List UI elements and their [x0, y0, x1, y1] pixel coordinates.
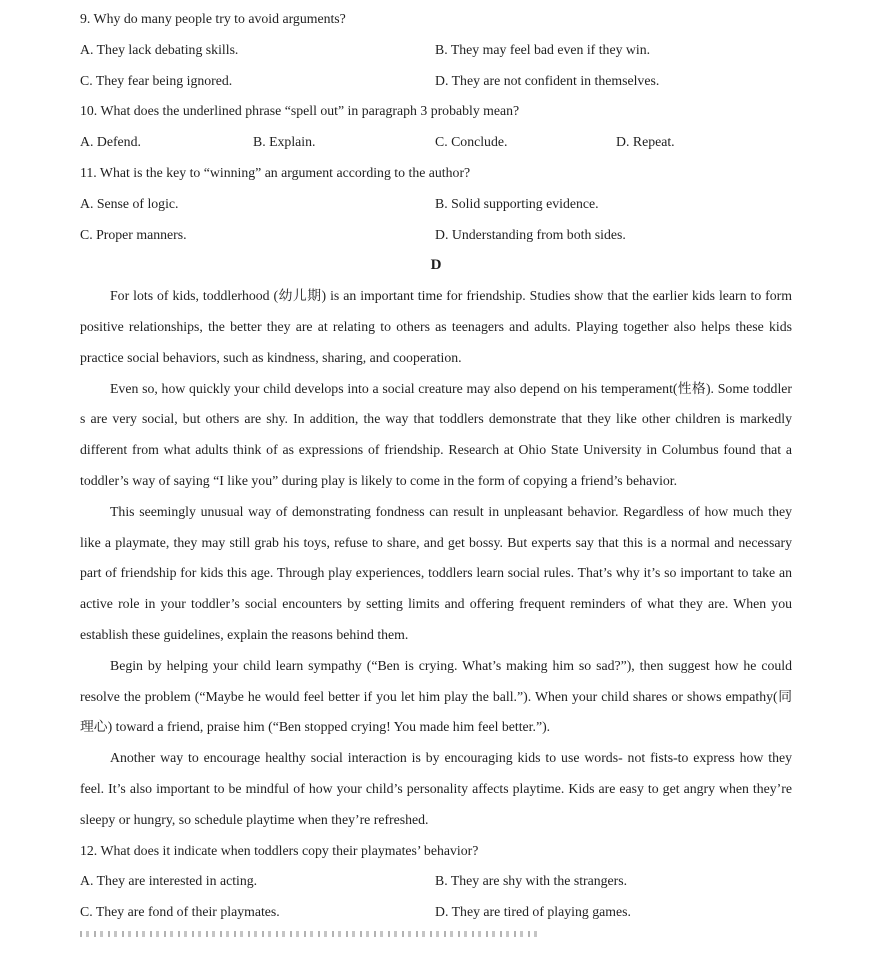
question-9-option-b: B. They may feel bad even if they win. — [435, 41, 651, 57]
question-9-options-row-2 — [80, 66, 792, 97]
question-9-option-c: C. They fear being ignored. — [80, 72, 233, 88]
clipped-next-line — [80, 931, 540, 937]
question-12-options-row-1 — [80, 866, 792, 897]
question-12-stem: 12. What does it indicate when toddlers copy their playmates’ behavior? — [80, 842, 479, 858]
passage-paragraph-1: For lots of kids, toddlerhood (幼儿期) is an important time for friendship. Studies show that the earlier kids learn to form positive relationships, the better they are at relating to others as teenagers and adults. Playing together also helps these kids practice social behaviors, such as kindness, sharing, and cooperation. — [80, 288, 792, 365]
question-9-option-d: D. They are not confident in themselves. — [435, 72, 660, 88]
question-10-option-a: A. Defend. — [80, 134, 141, 150]
reading-passage-d — [80, 281, 792, 835]
question-11-option-d: D. Understanding from both sides. — [435, 226, 626, 242]
question-10-option-c: C. Conclude. — [435, 134, 508, 150]
question-10-option-d: D. Repeat. — [616, 134, 675, 150]
question-9-option-a: A. They lack debating skills. — [80, 41, 239, 57]
question-9-options-row-1 — [80, 35, 792, 66]
question-12-option-a: A. They are interested in acting. — [80, 873, 258, 889]
question-11-options-row-1 — [80, 189, 792, 220]
question-10 — [80, 96, 792, 158]
question-12-options-row-2 — [80, 897, 792, 928]
question-11 — [80, 158, 792, 250]
question-11-option-c: C. Proper manners. — [80, 226, 187, 242]
passage-paragraph-2: Even so, how quickly your child develops into a social creature may also depend on his temperament(性格). Some toddler s are very social, but others are shy. In addition, the way that toddlers demonstrate that they like other children is markedly different from what adults think of as expressions of friendship. Research at Ohio State University in Columbus found that a toddler’s way of saying “I like you” during play is likely to come in the form of copying a friend’s behavior. — [80, 380, 792, 488]
question-11-stem: 11. What is the key to “winning” an argument according to the author? — [80, 164, 471, 180]
question-10-options-row — [80, 127, 792, 158]
question-11-option-a: A. Sense of logic. — [80, 195, 179, 211]
question-11-option-b: B. Solid supporting evidence. — [435, 195, 599, 211]
question-10-option-b: B. Explain. — [253, 134, 316, 150]
question-12 — [80, 836, 792, 928]
question-12-option-c: C. They are fond of their playmates. — [80, 904, 280, 920]
question-12-option-b: B. They are shy with the strangers. — [435, 873, 628, 889]
question-11-options-row-2 — [80, 220, 792, 251]
question-9 — [80, 4, 792, 96]
passage-paragraph-4: Begin by helping your child learn sympathy (“Ben is crying. What’s making him so sad?”), then suggest how he could resolve the problem (“Maybe he would feel better if you let him play the ball.”). When your child shares or shows empathy(同理心) toward a friend, praise him (“Ben stopped crying! You made him feel better.”). — [80, 657, 792, 735]
question-10-stem: 10. What does the underlined phrase “spell out” in paragraph 3 probably mean? — [80, 103, 520, 119]
passage-paragraph-3: This seemingly unusual way of demonstrating fondness can result in unpleasant behavior. Regardless of how much they like a playmate, they may still grab his toys, refuse to share, and get bossy. But experts say that this is a normal and necessary part of friendship for kids this age. Through play experiences, toddlers learn social rules. That’s why it’s so important to take an active role in your toddler’s social encounters by setting limits and offering frequent reminders of what they are. When you establish these guidelines, explain the reasons behind them. — [80, 503, 792, 642]
passage-paragraph-5: Another way to encourage healthy social interaction is by encouraging kids to use words- not fists-to express how they feel. It’s also important to be mindful of how your child’s personality affects playtime. Kids are easy to get angry when they’re sleepy or hungry, so schedule playtime when they’re refreshed. — [80, 750, 792, 827]
question-12-option-d: D. They are tired of playing games. — [435, 904, 631, 920]
section-label-d: D — [430, 257, 442, 274]
question-9-stem: 9. Why do many people try to avoid arguments? — [80, 11, 346, 26]
